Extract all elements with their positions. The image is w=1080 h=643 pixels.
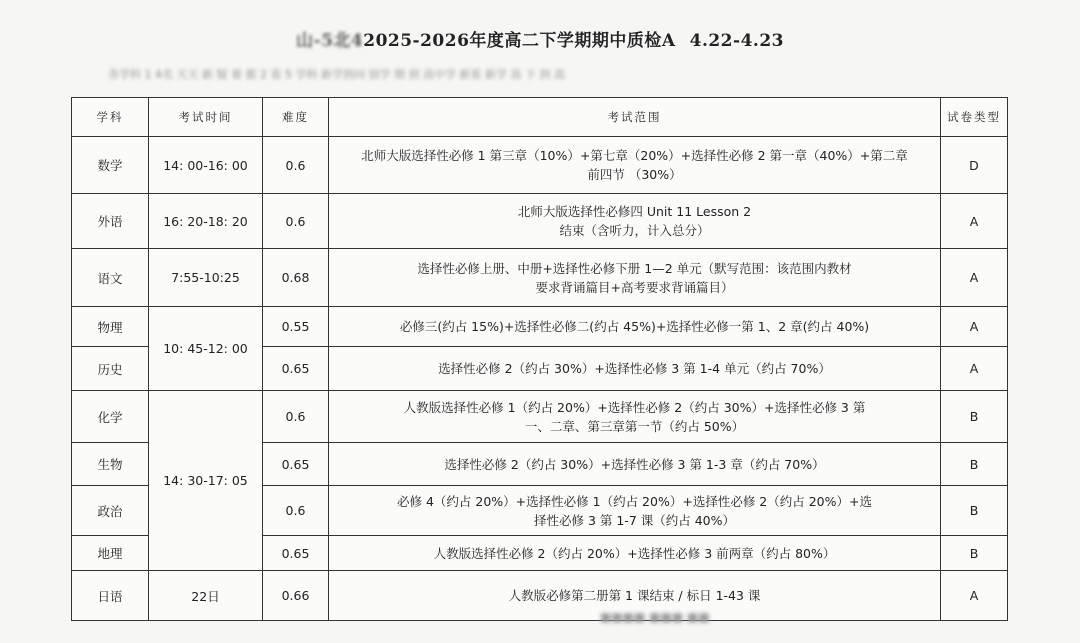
subject-cell: 化学 xyxy=(72,391,149,443)
subject-cell: 语文 xyxy=(72,249,149,307)
range-line: 选择性必修上册、中册+选择性必修下册 1—2 单元（默写范围：该范围内教材 xyxy=(417,260,852,276)
time-cell: 14: 00-16: 00 xyxy=(149,137,263,194)
subject-cell: 外语 xyxy=(72,194,149,249)
range-cell xyxy=(329,391,941,443)
subject-cell: 物理 xyxy=(72,307,149,347)
paper-type-cell: B xyxy=(941,443,1008,486)
subject-cell: 生物 xyxy=(72,443,149,486)
range-line: 选择性必修 2（约占 30%）+选择性必修 3 第 1-4 单元（约占 70%） xyxy=(438,361,831,376)
difficulty-cell: 0.6 xyxy=(263,486,329,536)
paper-type-cell: A xyxy=(941,249,1008,307)
exam-schedule-table xyxy=(71,97,1008,621)
header-subject: 学科 xyxy=(72,98,149,137)
header-difficulty: 难度 xyxy=(263,98,329,137)
table-row xyxy=(72,571,1008,621)
header-range: 考试范围 xyxy=(329,98,941,137)
range-line: 必修三(约占 15%)+选择性必修二(约占 45%)+选择性必修一第 1、2 章(约占 40%) xyxy=(399,319,870,334)
paper-type-cell: B xyxy=(941,486,1008,536)
range-cell xyxy=(329,486,941,536)
difficulty-cell: 0.6 xyxy=(263,137,329,194)
time-cell: 22日 xyxy=(149,571,263,621)
paper-type-cell: B xyxy=(941,391,1008,443)
paper-type-cell: D xyxy=(941,137,1008,194)
title-school-name-blurred: 山-5北4 xyxy=(296,31,364,51)
range-line: 人教版选择性必修 1（约占 20%）+选择性必修 2（约占 30%）+选择性必修 3 第 xyxy=(403,399,866,415)
range-line: 前四节 （30%） xyxy=(587,167,682,182)
paper-type-cell: A xyxy=(941,571,1008,621)
range-cell xyxy=(329,249,941,307)
time-cell: 16: 20-18: 20 xyxy=(149,194,263,249)
difficulty-cell: 0.65 xyxy=(263,536,329,571)
subject-cell: 地理 xyxy=(72,536,149,571)
range-line: 选择性必修 2（约占 30%）+选择性必修 3 第 1-3 章（约占 70%） xyxy=(444,456,825,472)
range-line: 北师大版选择性必修四 Unit 11 Lesson 2 xyxy=(517,204,752,219)
difficulty-cell: 0.65 xyxy=(263,347,329,391)
table-row xyxy=(72,137,1008,194)
subject-cell: 政治 xyxy=(72,486,149,536)
range-cell xyxy=(329,536,941,571)
range-cell xyxy=(329,307,941,347)
range-line: 北师大版选择性必修 1 第三章（10%）+第七章（20%）+选择性必修 2 第一章（40%）+第二章 xyxy=(361,148,908,163)
range-line: 人教版选择性必修 2（约占 20%）+选择性必修 3 前两章（约占 80%） xyxy=(433,545,836,561)
document-title xyxy=(0,26,1080,51)
range-cell xyxy=(329,194,941,249)
blurred-subtitle: 各学科 1 4名 天天 新 疑 着 都 2 看 5 学科 新学到问 别学 期 到 高中学 新看 新学 高 下 到 高 xyxy=(108,68,565,81)
subject-cell: 数学 xyxy=(72,137,149,194)
difficulty-cell: 0.6 xyxy=(263,391,329,443)
time-cell: 7:55-10:25 xyxy=(149,249,263,307)
header-paper-type: 试卷类型 xyxy=(941,98,1008,137)
range-line: 必修 4（约占 20%）+选择性必修 1（约占 20%）+选择性必修 2（约占 20%）+选 xyxy=(397,493,872,509)
subject-cell: 日语 xyxy=(72,571,149,621)
range-line: 择性必修 3 第 1-7 课（约占 40%） xyxy=(533,512,736,528)
title-main: 2025-2026年度高二下学期期中质检A xyxy=(363,31,676,51)
table-row xyxy=(72,307,1008,347)
subject-cell: 历史 xyxy=(72,347,149,391)
difficulty-cell: 0.6 xyxy=(263,194,329,249)
range-line: 结束（含听力，计入总分） xyxy=(559,223,710,238)
table-row xyxy=(72,249,1008,307)
range-line: 要求背诵篇目+高考要求背诵篇目） xyxy=(535,279,734,295)
paper-type-cell: A xyxy=(941,347,1008,391)
time-cell: 14: 30-17: 05 xyxy=(149,391,263,571)
range-cell xyxy=(329,347,941,391)
range-cell xyxy=(329,137,941,194)
table-header-row xyxy=(72,98,1008,137)
range-cell xyxy=(329,443,941,486)
table-row xyxy=(72,391,1008,443)
paper-type-cell: A xyxy=(941,307,1008,347)
header-time: 考试时间 xyxy=(149,98,263,137)
difficulty-cell: 0.68 xyxy=(263,249,329,307)
title-dates: 4.22-4.23 xyxy=(689,31,784,51)
paper-type-cell: B xyxy=(941,536,1008,571)
blurred-watermark: ■■■■ ■■■ ■■ xyxy=(600,610,710,624)
difficulty-cell: 0.66 xyxy=(263,571,329,621)
time-cell: 10: 45-12: 00 xyxy=(149,307,263,391)
paper-type-cell: A xyxy=(941,194,1008,249)
table-row xyxy=(72,194,1008,249)
range-line: 一、二章、第三章第一节（约占 50%） xyxy=(524,418,745,434)
difficulty-cell: 0.55 xyxy=(263,307,329,347)
difficulty-cell: 0.65 xyxy=(263,443,329,486)
range-line: 人教版必修第二册第 1 课结束 / 标日 1-43 课 xyxy=(508,588,761,603)
